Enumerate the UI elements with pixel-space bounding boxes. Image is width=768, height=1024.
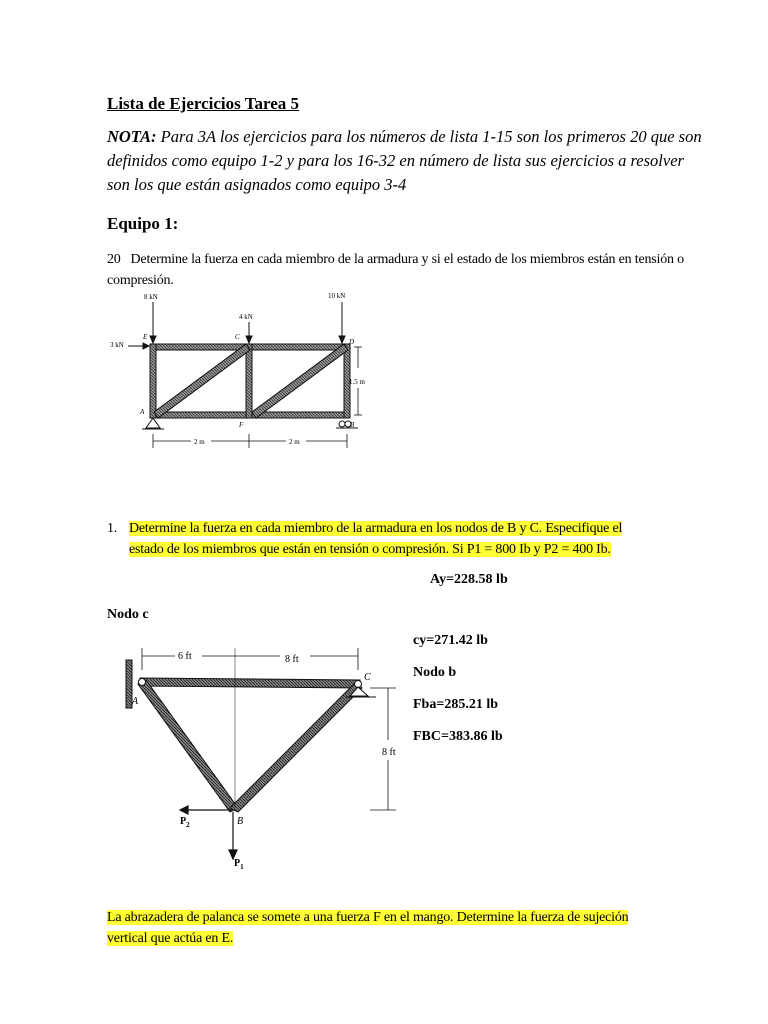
dim-6ft-label: 6 ft <box>178 651 192 662</box>
truss-load-arrows <box>128 302 345 349</box>
nota-paragraph <box>107 125 707 197</box>
span1-label: 2 m <box>194 438 205 446</box>
dim-8ft-label: 8 ft <box>285 654 299 665</box>
node-e-label: E <box>143 333 148 341</box>
p1-label-main: P <box>234 858 241 869</box>
span2-label: 2 m <box>289 438 300 446</box>
load-8kn-label: 8 kN <box>144 293 158 301</box>
dim-8ft-vertical-label: 8 ft <box>382 747 396 758</box>
load-10kn-label: 10 kN <box>328 292 346 300</box>
nodo-c-heading: Nodo c <box>107 607 149 622</box>
p1-label <box>234 858 244 871</box>
fba-result: Fba=285.21 lb <box>413 697 498 712</box>
force-arrows <box>180 806 237 859</box>
node-d-label: D <box>349 338 355 346</box>
p2-label <box>180 816 190 829</box>
nota-label: NOTA: <box>107 127 157 146</box>
ay-result: Ay=228.58 lb <box>430 572 508 587</box>
equipo-heading: Equipo 1: <box>107 214 179 233</box>
problem-20-text: Determine la fuerza en cada miembro de la armadura y si el estado de los miembros están en tensión o compresión. <box>107 252 684 288</box>
height-label: 1.5 m <box>349 378 365 386</box>
load-4kn-label: 4 kN <box>239 313 253 321</box>
node-b-label: B <box>350 421 355 429</box>
problem-20-number: 20 <box>107 252 121 267</box>
node-a-label: A <box>140 408 145 416</box>
exercise-1-number: 1. <box>107 521 118 536</box>
node-b-label-fig2: B <box>237 816 244 827</box>
nodo-b-heading: Nodo b <box>413 665 457 680</box>
p2-label-sub: 2 <box>186 821 190 829</box>
fbc-result: FBC=383.86 lb <box>413 729 503 744</box>
truss-figure <box>106 288 376 460</box>
final-exercise-text: La abrazadera de palanca se somete a una fuerza F en el mango. Determine la fuerza de sujeción vertical que actúa en E. <box>107 910 629 946</box>
problem-20 <box>107 249 687 291</box>
p2-label-main: P <box>180 816 187 827</box>
page-title: Lista de Ejercicios Tarea 5 <box>107 94 300 113</box>
cy-result: cy=271.42 lb <box>413 633 488 648</box>
final-exercise <box>107 907 647 949</box>
node-f-label: F <box>239 421 244 429</box>
nota-text: Para 3A los ejercicios para los números de lista 1-15 son los primeros 20 que son definidos como equipo 1-2 y para los 16-32 en número de lista sus ejercicios a resolver son los que están asignados como equipo 3-4 <box>107 127 702 194</box>
node-c-label-fig2: C <box>364 672 371 683</box>
truss-supports <box>142 418 358 429</box>
node-c-label: C <box>235 333 240 341</box>
exercise-1-text: Determine la fuerza en cada miembro de la armadura en los nodos de B y C. Especifique el estado de los miembros que están en tensión o compresión. Si P1 = 800 Ib y P2 = 400 Ib. <box>129 521 623 557</box>
node-a-label-fig2: A <box>132 696 139 707</box>
load-3kn-label: 3 kN <box>110 341 124 349</box>
triangle-truss-figure <box>120 640 405 876</box>
truss-members <box>150 344 350 418</box>
triangle-members <box>138 678 362 812</box>
p1-label-sub: 1 <box>240 863 244 871</box>
